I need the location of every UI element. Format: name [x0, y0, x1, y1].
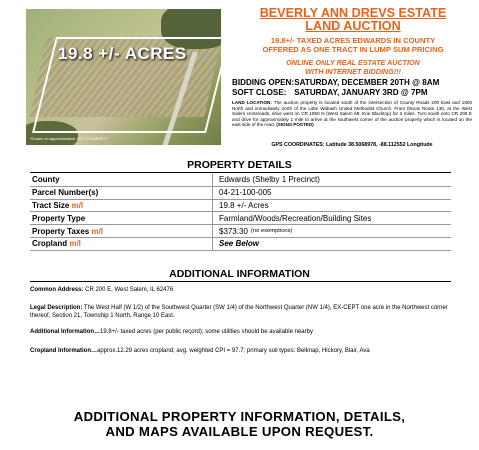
acres-label: 19.8 +/- ACRES	[58, 44, 187, 63]
subtitle-line-2: OFFERED AS ONE TRACT IN LUMP SUM PRICING	[262, 45, 444, 54]
bidding-open	[232, 78, 439, 88]
table-row	[30, 238, 451, 251]
additional-information: Additional Information…19.8+/- taxed acres (per public record); some utilities should be available nearby	[30, 329, 313, 335]
legal-description: Legal Description: The West Half (W 1/2) of the Southwest Quarter (SW 1/4) of the Northwest Quarter (NW 1/4), EX-CEPT one acre in the Northwest corner thereof, Section 21, Township 1 North, Range 10 East.	[30, 305, 448, 319]
cropland-information: Cropland Information…approx.12.29 acres cropland; avg. weighted CPI = 97.7; primary soil types: Belknap, Hickory, Blair, Ava	[30, 348, 370, 354]
soft-close	[232, 88, 439, 98]
title-line-2: LAND AUCTION	[305, 19, 401, 33]
gps-value: Latitude 38.5068978, -88.112552 Longitude	[326, 142, 433, 148]
online-line-2: WITH INTERNET BIDDING!!!	[305, 66, 401, 76]
table-row	[30, 225, 451, 238]
row-value: Farmland/Woods/Recreation/Building Sites	[212, 212, 451, 224]
common-address: Common Address: CR 200 E, West Salem, IL 62476	[30, 287, 174, 293]
row-value: See Below	[212, 238, 451, 250]
title-line-1: BEVERLY ANN DREVS ESTATE	[259, 6, 447, 20]
soft-close-label: SOFT CLOSE:	[232, 88, 287, 97]
table-row	[30, 174, 451, 187]
land-location	[232, 100, 472, 128]
row-value: 04-21-100-005	[212, 187, 451, 199]
online-line-1: ONLINE ONLY REAL ESTATE AUCTION	[286, 58, 420, 67]
auction-heading	[228, 7, 478, 76]
bidding-open-label: BIDDING OPEN:	[232, 78, 295, 87]
footer-line-1: ADDITIONAL PROPERTY INFORMATION, DETAILS,	[73, 409, 406, 424]
divider	[30, 172, 451, 173]
row-label: Property Taxes m/l	[32, 226, 104, 236]
table-row	[30, 200, 451, 213]
divider	[30, 281, 451, 282]
gps-label: GPS COORDINATES:	[271, 142, 325, 148]
row-label: Property Type	[32, 213, 86, 223]
row-label: Parcel Number(s)	[32, 188, 99, 198]
row-value: $373.30 (no exemptions)	[212, 225, 451, 237]
table-row	[30, 187, 451, 200]
row-label: Tract Size m/l	[32, 200, 84, 210]
bidding-dates	[232, 78, 439, 98]
footer-line-2: AND MAPS AVAILABLE UPON REQUEST.	[105, 424, 374, 439]
bidding-open-value: SATURDAY, DECEMBER 20TH @ 8AM	[294, 78, 440, 87]
soft-close-value: SATURDAY, JANUARY 3RD @ 7PM	[294, 88, 428, 97]
additional-info-heading: ADDITIONAL INFORMATION	[169, 268, 310, 280]
aerial-photo	[26, 9, 221, 145]
subtitle-line-1: 19.8+/- TAXED ACRES EDWARDS IN COUNTY	[270, 36, 436, 45]
row-label: County	[32, 175, 60, 185]
photo-caption: *Drawn on approximation. NOT A SURVEY*	[30, 136, 108, 141]
property-details-table	[30, 174, 451, 251]
land-location-text: The auction property is located south of the intersection of County Roads 200 East and 1800 North and immediately north of the Little Wabash United Methodist Church. From Illinois Route 130, at the West Salem crossroads, drive west on CR 1850 N (West Salem Mt. Erie Blacktop) for 3 miles. Turn south onto CR 200 E and drive for approximately 1 mile to arrive at the southwest corner of the auction property which is located on the east side of the road.	[232, 100, 472, 128]
footer-notice	[0, 409, 479, 439]
gps-coordinates	[232, 142, 472, 148]
subtitle	[228, 36, 478, 54]
property-details-heading: PROPERTY DETAILS	[187, 159, 292, 171]
online-notice	[228, 59, 478, 76]
signs-posted: (SIGNS POSTED)	[276, 122, 314, 128]
row-value: 19.8 +/- Acres	[212, 200, 451, 212]
land-location-label: LAND LOCATION:	[232, 100, 272, 105]
table-row	[30, 212, 451, 225]
row-label: Cropland m/l	[32, 239, 81, 249]
row-value: Edwards (Shelby 1 Precinct)	[212, 174, 451, 186]
